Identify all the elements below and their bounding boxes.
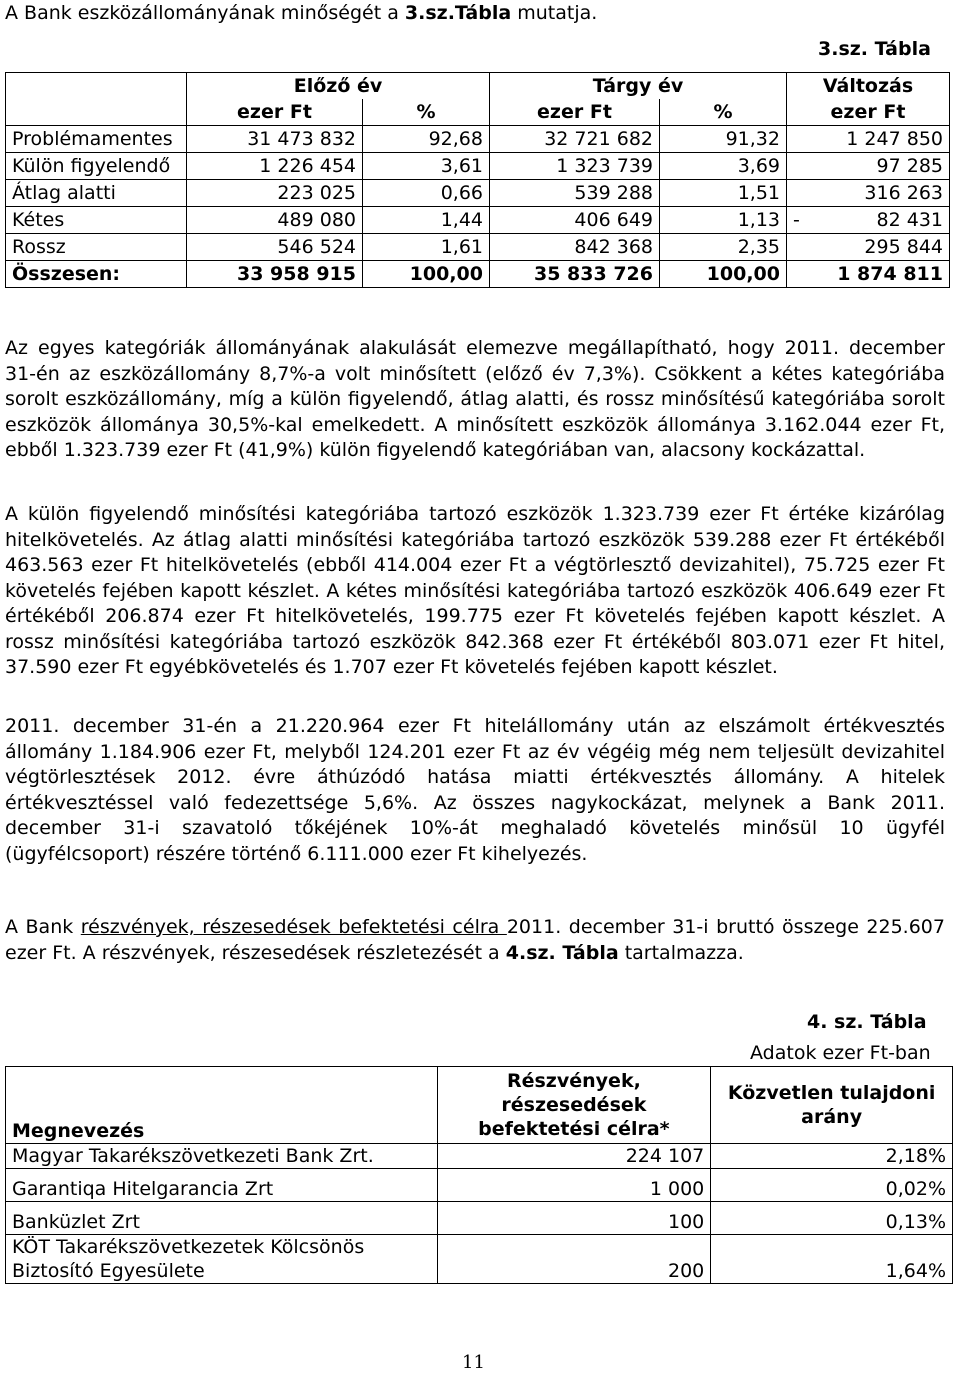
- prev-pct-cell: 3,61: [363, 153, 490, 180]
- company-name: Garantiqa Hitelgarancia Zrt: [6, 1169, 438, 1202]
- header-investment: Részvények, részesedések befektetési célra*: [437, 1067, 711, 1144]
- intro-line: [5, 0, 597, 26]
- table-row: [6, 1235, 953, 1284]
- table3-unit-curr-amount: ezer Ft: [490, 99, 660, 126]
- table3-unit-change: ezer Ft: [787, 99, 950, 126]
- table4-title: 4. sz. Tábla: [807, 1011, 927, 1033]
- curr-amount-cell: 539 288: [490, 180, 660, 207]
- intro-text-before: A Bank eszközállományának minőségét a: [5, 2, 405, 24]
- prev-pct-cell: 92,68: [363, 126, 490, 153]
- table-row: [6, 126, 950, 153]
- p4-text-before: A Bank: [5, 916, 81, 938]
- change-cell: 316 263: [787, 180, 950, 207]
- change-value: 82 431: [876, 209, 943, 231]
- page-number: 11: [462, 1352, 485, 1373]
- table-row: [6, 1169, 953, 1202]
- prev-amount-cell: 223 025: [187, 180, 363, 207]
- change-cell: 97 285: [787, 153, 950, 180]
- table3-unit-prev-pct: %: [363, 99, 490, 126]
- row-label: Problémamentes: [6, 126, 187, 153]
- company-name: KÖT Takarékszövetkezetek Kölcsönös Biztosító Egyesülete: [6, 1235, 438, 1284]
- paragraph-category-details: A külön figyelendő minősítési kategóriába tartozó eszközök 1.323.739 ezer Ft értéke kizárólag hitelkövetelés. Az átlag alatti minősítési kategóriába tartozó eszközök 539.288 ezer Ft értékéből 463.563 ezer Ft hitelkövetelés (ebből 414.004 ezer Ft a végtörlesztő devizahitel), 75.725 ezer Ft követelés fejében kapott készlet. A kétes minősítési kategóriába tartozó eszközök 406.649 ezer Ft értékéből 206.874 ezer Ft hitelkövetelés, 199.775 ezer Ft követelés fejében kapott készlet. A rossz minősítési kategóriába tartozó eszközök 842.368 ezer Ft értékéből 803.071 ezer Ft hitel, 37.590 ezer Ft egyébkövetelés és 1.707 ezer Ft követelés fejében kapott készlet.: [5, 503, 945, 678]
- row-label: Rossz: [6, 234, 187, 261]
- table3-header-blank-2: [6, 99, 187, 126]
- total-curr-pct: 100,00: [660, 261, 787, 288]
- negative-sign: -: [793, 209, 800, 231]
- total-prev-pct: 100,00: [363, 261, 490, 288]
- share-value: 1,64%: [711, 1235, 953, 1284]
- curr-pct-cell: 1,51: [660, 180, 787, 207]
- prev-pct-cell: 0,66: [363, 180, 490, 207]
- change-cell: 295 844: [787, 234, 950, 261]
- curr-amount-cell: 32 721 682: [490, 126, 660, 153]
- table-total-row: [6, 261, 950, 288]
- paragraph-shares: [5, 915, 945, 966]
- curr-pct-cell: 2,35: [660, 234, 787, 261]
- table-row: [6, 180, 950, 207]
- change-cell: [787, 207, 950, 234]
- table4-unit-note: Adatok ezer Ft-ban: [750, 1042, 931, 1064]
- share-value: 2,18%: [711, 1144, 953, 1169]
- table4-header-row: [6, 1067, 953, 1144]
- table3-unit-prev-amount: ezer Ft: [187, 99, 363, 126]
- p4-text-after: tartalmazza.: [618, 941, 744, 964]
- prev-pct-cell: 1,44: [363, 207, 490, 234]
- p4-text-middle: 2011. december 31-i bruttó összege 225.607 ezer Ft. A részvények, részesedések részletezését a: [5, 916, 945, 964]
- table3-group-change: Változás: [787, 73, 950, 100]
- total-label: Összesen:: [6, 261, 187, 288]
- company-name: Magyar Takarékszövetkezeti Bank Zrt.: [6, 1144, 438, 1169]
- table3-title: 3.sz. Tábla: [818, 38, 931, 60]
- header-share: Közvetlen tulajdoni arány: [711, 1067, 953, 1144]
- total-prev-amount: 33 958 915: [187, 261, 363, 288]
- paragraph-category-analysis: Az egyes kategóriák állományának alakulását elemezve megállapítható, hogy 2011. december 31-én az eszközállomány 8,7%-a volt minősített (előző év 7,3%). Csökkent a kétes kategóriába sorolt eszközállomány, míg a külön figyelendő, átlag alatti, és rossz minősítésű kategóriába sorolt eszközök állománya 30,5%-kal emelkedett. A minősített eszközök állománya 3.162.044 ezer Ft, ebből 1.323.739 ezer Ft (41,9%) külön figyelendő kategóriában van, alacsony kockázattal.: [5, 337, 945, 461]
- prev-amount-cell: 31 473 832: [187, 126, 363, 153]
- table3-unit-header-row: [6, 99, 950, 126]
- prev-amount-cell: 546 524: [187, 234, 363, 261]
- asset-quality-table: [5, 72, 950, 288]
- curr-pct-cell: 1,13: [660, 207, 787, 234]
- total-curr-amount: 35 833 726: [490, 261, 660, 288]
- curr-amount-cell: 1 323 739: [490, 153, 660, 180]
- company-name: Banküzlet Zrt: [6, 1202, 438, 1235]
- curr-amount-cell: 842 368: [490, 234, 660, 261]
- row-label: Kétes: [6, 207, 187, 234]
- investment-value: 200: [437, 1235, 711, 1284]
- table3-group-header-row: [6, 73, 950, 100]
- table3-header-blank: [6, 73, 187, 100]
- prev-pct-cell: 1,61: [363, 234, 490, 261]
- investment-value: 224 107: [437, 1144, 711, 1169]
- table-row: [6, 234, 950, 261]
- prev-amount-cell: 489 080: [187, 207, 363, 234]
- shares-table: [5, 1066, 953, 1284]
- row-label: Átlag alatti: [6, 180, 187, 207]
- curr-amount-cell: 406 649: [490, 207, 660, 234]
- paragraph-impairment: 2011. december 31-én a 21.220.964 ezer Ft hitelállomány után az elszámolt értékvesztés állomány 1.184.906 ezer Ft, melyből 124.201 ezer Ft az év végéig még nem teljesült devizahitel végtörlesztések 2012. évre áthúzódó hatása miatti értékvesztés állomány. A hitelek értékvesztéssel való fedezettsége 5,6%. Az összes nagykockázat, melynek a Bank 2011. december 31-i szavatoló tőkéjének 10%-át meghaladó követelés minősül 10 ügyfél (ügyfélcsoport) részére történő 6.111.000 ezer Ft kihelyezés.: [5, 715, 945, 865]
- p4-table-ref: 4.sz. Tábla: [505, 941, 619, 964]
- table3-unit-curr-pct: %: [660, 99, 787, 126]
- prev-amount-cell: 1 226 454: [187, 153, 363, 180]
- investment-value: 1 000: [437, 1169, 711, 1202]
- table-row: [6, 1202, 953, 1235]
- curr-pct-cell: 91,32: [660, 126, 787, 153]
- share-value: 0,13%: [711, 1202, 953, 1235]
- table3-group-prev-year: Előző év: [187, 73, 490, 100]
- table-row: [6, 153, 950, 180]
- intro-table-ref: 3.sz.Tábla: [404, 2, 512, 24]
- investment-value: 100: [437, 1202, 711, 1235]
- row-label: Külön figyelendő: [6, 153, 187, 180]
- table-row: [6, 1144, 953, 1169]
- share-value: 0,02%: [711, 1169, 953, 1202]
- p4-underlined-term: részvények, részesedések befektetési célra: [80, 916, 507, 938]
- intro-text-after: mutatja.: [511, 2, 598, 24]
- change-cell: 1 247 850: [787, 126, 950, 153]
- header-name: Megnevezés: [6, 1067, 438, 1144]
- table-row: [6, 207, 950, 234]
- table3-group-curr-year: Tárgy év: [490, 73, 787, 100]
- curr-pct-cell: 3,69: [660, 153, 787, 180]
- total-change: 1 874 811: [787, 261, 950, 288]
